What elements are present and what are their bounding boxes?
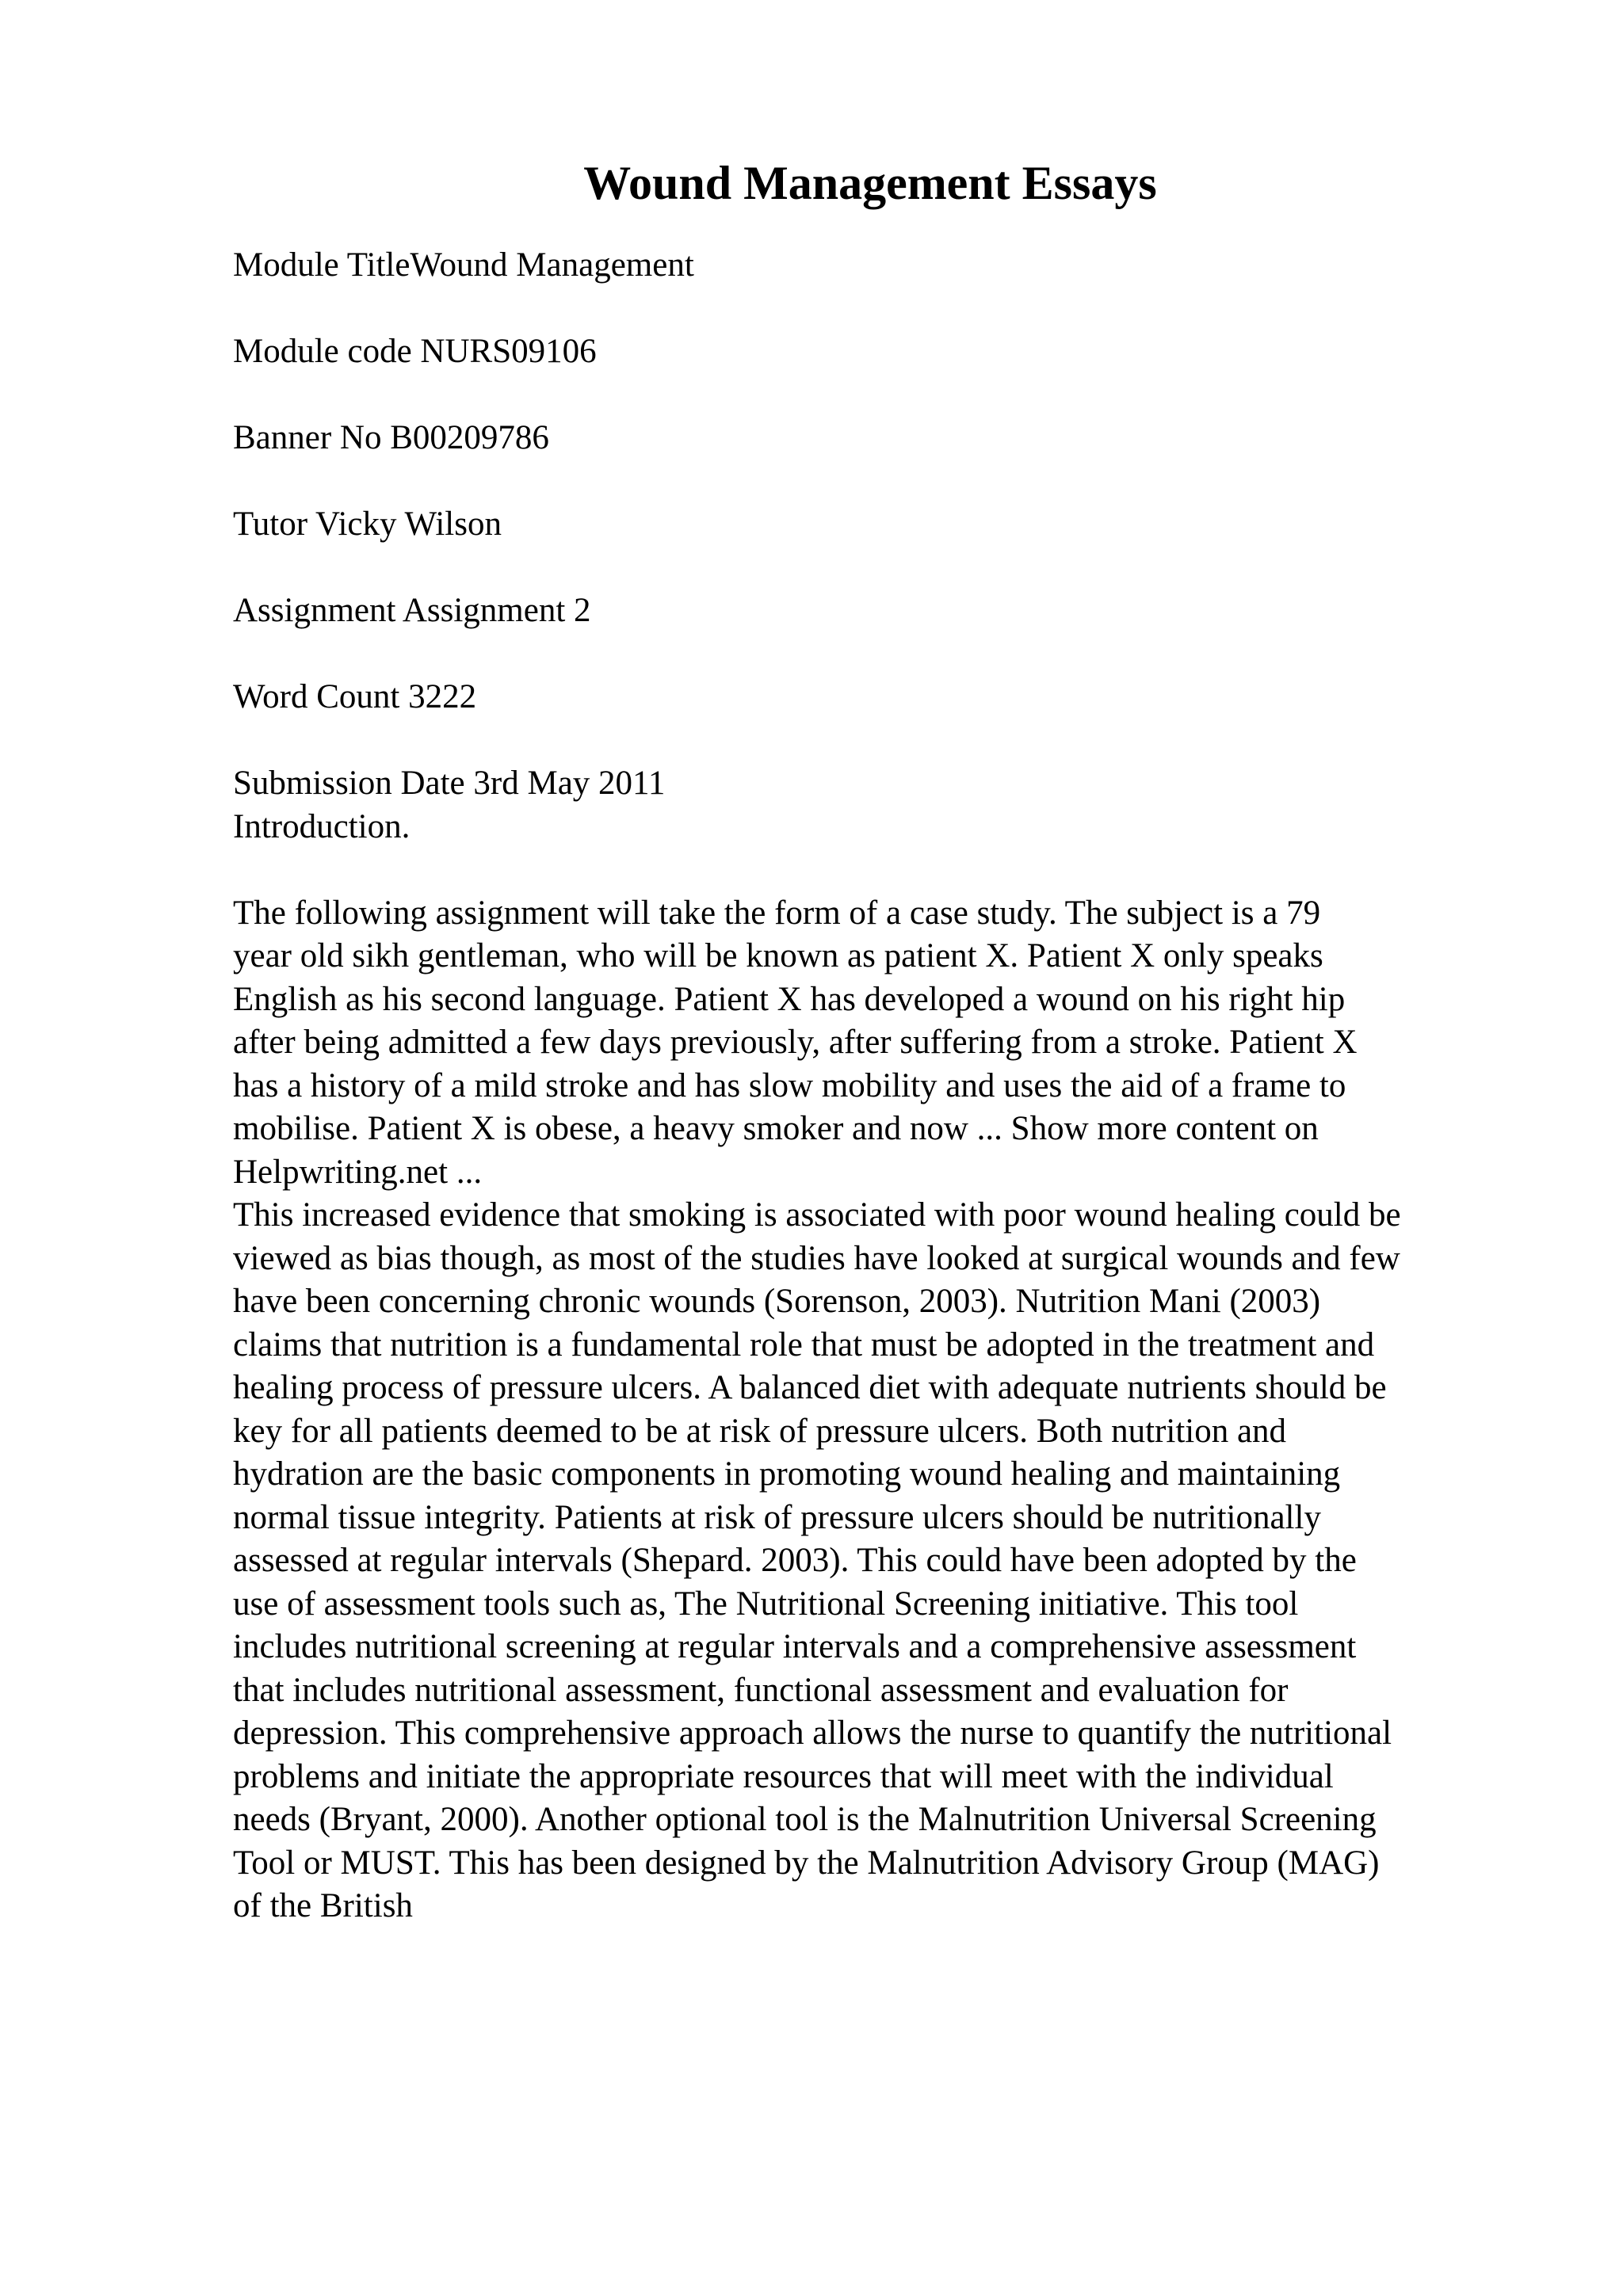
meta-word-count: Word Count 3222 bbox=[233, 678, 477, 715]
text-line: assessed at regular intervals (Shepard. 2003). This could have been adopted by the bbox=[233, 1542, 1357, 1579]
text-line: after being admitted a few days previously, after suffering from a stroke. Patient X bbox=[233, 1024, 1358, 1061]
meta-module-title: Module TitleWound Management bbox=[233, 246, 694, 284]
text-line: The following assignment will take the form of a case study. The subject is a 79 bbox=[233, 894, 1321, 932]
text-line: English as his second language. Patient X has developed a wound on his right hip bbox=[233, 980, 1346, 1018]
text-line: hydration are the basic components in promoting wound healing and maintaining bbox=[233, 1455, 1341, 1493]
text-line: includes nutritional screening at regular intervals and a comprehensive assessment bbox=[233, 1628, 1357, 1665]
text-line: depression. This comprehensive approach allows the nurse to quantify the nutritional bbox=[233, 1714, 1392, 1752]
meta-module-code: Module code NURS09106 bbox=[233, 333, 597, 370]
text-line: claims that nutrition is a fundamental role that must be adopted in the treatment and bbox=[233, 1325, 1375, 1363]
text-line: mobilise. Patient X is obese, a heavy smoker and now ... Show more content on bbox=[233, 1110, 1319, 1147]
text-line: viewed as bias though, as most of the studies have looked at surgical wounds and few bbox=[233, 1239, 1400, 1277]
text-line: of the British bbox=[233, 1887, 413, 1924]
meta-submission-date: Submission Date 3rd May 2011 bbox=[233, 765, 666, 802]
text-line: have been concerning chronic wounds (Sorenson, 2003). Nutrition Mani (2003) bbox=[233, 1283, 1321, 1320]
document-body bbox=[233, 244, 1533, 1928]
document-title: Wound Management Essays bbox=[583, 157, 1157, 209]
text-line: normal tissue integrity. Patients at risk of pressure ulcers should be nutritionally bbox=[233, 1498, 1321, 1536]
text-line: key for all patients deemed to be at risk of pressure ulcers. Both nutrition and bbox=[233, 1412, 1287, 1450]
text-line: Helpwriting.net ... bbox=[233, 1153, 483, 1191]
text-line: problems and initiate the appropriate resources that will meet with the individual bbox=[233, 1757, 1334, 1795]
meta-assignment: Assignment Assignment 2 bbox=[233, 592, 591, 629]
text-line: use of assessment tools such as, The Nutritional Screening initiative. This tool bbox=[233, 1585, 1299, 1623]
text-line: Tool or MUST. This has been designed by the Malnutrition Advisory Group (MAG) bbox=[233, 1844, 1380, 1882]
paragraph-case-study bbox=[233, 892, 1533, 1195]
text-line: needs (Bryant, 2000). Another optional tool is the Malnutrition Universal Screening bbox=[233, 1801, 1377, 1838]
text-line: healing process of pressure ulcers. A balanced diet with adequate nutrients should be bbox=[233, 1369, 1387, 1406]
text-line: This increased evidence that smoking is associated with poor wound healing could be bbox=[233, 1196, 1401, 1234]
section-heading-introduction: Introduction. bbox=[233, 807, 411, 845]
text-line: has a history of a mild stroke and has slow mobility and uses the aid of a frame to bbox=[233, 1066, 1346, 1104]
paragraph-nutrition bbox=[233, 1194, 1533, 1928]
text-line: year old sikh gentleman, who will be known as patient X. Patient X only speaks bbox=[233, 937, 1323, 974]
meta-tutor: Tutor Vicky Wilson bbox=[233, 505, 502, 543]
meta-banner-no: Banner No B00209786 bbox=[233, 419, 549, 456]
text-line: that includes nutritional assessment, functional assessment and evaluation for bbox=[233, 1671, 1289, 1709]
